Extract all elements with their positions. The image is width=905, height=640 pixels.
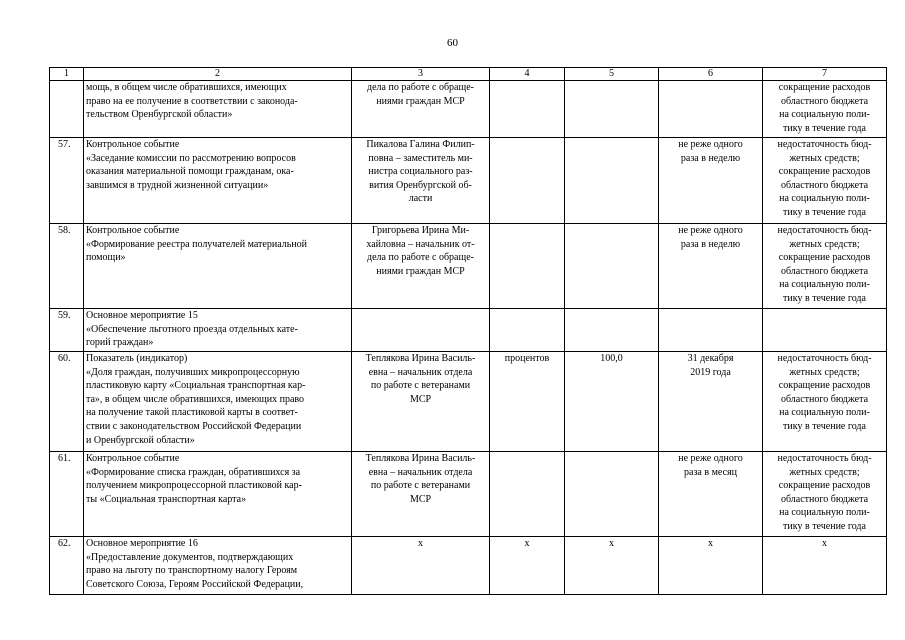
risk-cell-line: областного бюджета (780, 95, 869, 107)
event-description-cell-line: Показатель (индикатор) (86, 353, 188, 364)
responsible-cell-line: Григорьева Ирина Ми- (371, 225, 470, 236)
unit-cell (490, 138, 565, 224)
event-description-cell-line: Контрольное событие (86, 453, 180, 464)
deadline-cell (659, 537, 763, 595)
responsible-cell-line: хайловна – начальник от- (366, 238, 475, 250)
risk-cell-line: жетных средств; (789, 466, 860, 478)
risk-cell-line: недостаточность бюд- (777, 453, 872, 464)
risk-cell (763, 224, 887, 309)
event-description-cell-line: Основное мероприятие 16 (86, 538, 198, 549)
deadline-cell-line: х (708, 538, 713, 549)
risk-cell-line: на социальную поли- (779, 507, 870, 519)
event-description-cell-line: та», в общем числе обратившихся, имеющих право (86, 393, 305, 405)
deadline-cell-line: раза в неделю (680, 152, 741, 164)
header-cell-2: 2 (84, 68, 352, 81)
risk-cell (763, 452, 887, 537)
responsible-cell (352, 224, 490, 309)
unit-cell: х (490, 537, 565, 595)
header-cell-7: 7 (763, 68, 887, 81)
responsible-cell-line: дела по работе с обраще- (367, 252, 474, 264)
row-number-cell: 58. (50, 224, 84, 309)
table-row (50, 452, 887, 537)
risk-cell-line: недостаточность бюд- (777, 353, 872, 364)
responsible-cell-line: МСР (409, 493, 432, 505)
value-cell (565, 81, 659, 138)
risk-cell-line: сокращение расходов (778, 380, 871, 392)
event-description-cell-line: пластиковую карту «Социальная транспортная кар- (86, 380, 306, 392)
event-description-cell (84, 138, 352, 224)
row-number-cell: 61. (50, 452, 84, 537)
deadline-cell (659, 309, 763, 352)
risk-cell-line: жетных средств; (789, 366, 860, 378)
risk-cell-line: областного бюджета (780, 393, 869, 405)
risk-cell-line: жетных средств; (789, 152, 860, 164)
row-number-cell: 59. (50, 309, 84, 352)
responsible-cell (352, 81, 490, 138)
responsible-cell-line: повна – заместитель ми- (368, 152, 473, 164)
risk-cell-line: тику в течение года (783, 122, 866, 134)
risk-cell-line: недостаточность бюд- (777, 139, 872, 150)
event-description-cell (84, 81, 352, 138)
risk-cell-line: сокращение расходов (778, 480, 871, 492)
event-description-cell-line: «Предоставление документов, подтверждающих (86, 551, 294, 563)
deadline-cell (659, 452, 763, 537)
value-cell (565, 452, 659, 537)
event-description-cell (84, 224, 352, 309)
deadline-cell (659, 138, 763, 224)
unit-cell (490, 309, 565, 352)
value-cell: х (565, 537, 659, 595)
event-description-cell-line: горий граждан» (86, 337, 154, 349)
deadline-cell (659, 81, 763, 138)
unit-cell (490, 224, 565, 309)
table-row (50, 309, 887, 352)
event-description-cell-line: мощь, в общем числе обратившихся, имеющих (86, 82, 287, 93)
risk-cell-line: областного бюджета (780, 493, 869, 505)
event-description-cell-line: Советского Союза, Героям Российской Федерации, (86, 578, 304, 590)
responsible-cell-line: вития Оренбургской об- (369, 179, 472, 191)
responsible-cell (352, 452, 490, 537)
responsible-cell-line: ласти (408, 193, 433, 205)
event-description-cell-line: Контрольное событие (86, 139, 180, 150)
event-description-cell-line: ствии с законодательством Российской Федерации (86, 420, 302, 432)
responsible-cell-line: Теплякова Ирина Василь- (365, 453, 476, 464)
risk-cell-line: сокращение расходов (778, 82, 871, 93)
event-description-cell-line: Контрольное событие (86, 225, 180, 236)
unit-cell: процентов (490, 352, 565, 452)
deadline-cell-line: не реже одного (678, 453, 743, 464)
event-description-cell-line: «Формирование списка граждан, обратившихся за (86, 466, 301, 478)
event-description-cell-line: помощи» (86, 252, 126, 264)
value-cell (565, 309, 659, 352)
risk-cell (763, 81, 887, 138)
event-description-cell (84, 537, 352, 595)
row-number-cell: 62. (50, 537, 84, 595)
responsible-cell-line: дела по работе с обраще- (367, 82, 474, 93)
deadline-cell-line: раза в неделю (680, 238, 741, 250)
risk-cell-line: недостаточность бюд- (777, 225, 872, 236)
header-cell-4: 4 (490, 68, 565, 81)
header-cell-3: 3 (352, 68, 490, 81)
risk-cell-line: тику в течение года (783, 292, 866, 304)
responsible-cell (352, 352, 490, 452)
event-description-cell-line: «Обеспечение льготного проезда отдельных кате- (86, 323, 298, 335)
responsible-cell (352, 309, 490, 352)
risk-cell-line: х (822, 538, 827, 549)
value-cell (565, 138, 659, 224)
risk-cell (763, 352, 887, 452)
event-description-cell-line: ты «Социальная транспортная карта» (86, 493, 247, 505)
event-description-cell-line: и Оренбургской области» (86, 434, 195, 446)
header-cell-1: 1 (50, 68, 84, 81)
table-row (50, 537, 887, 595)
table-row (50, 352, 887, 452)
risk-cell-line: жетных средств; (789, 238, 860, 250)
event-description-cell-line: оказания материальной помощи гражданам, ока- (86, 166, 294, 178)
row-number-cell: 60. (50, 352, 84, 452)
deadline-cell (659, 352, 763, 452)
plan-table (49, 67, 887, 595)
event-description-cell-line: «Формирование реестра получателей материальной (86, 238, 307, 250)
risk-cell (763, 309, 887, 352)
risk-cell (763, 537, 887, 595)
risk-cell-line: на социальную поли- (779, 109, 870, 121)
responsible-cell-line: Пикалова Галина Филип- (366, 139, 475, 150)
event-description-cell-line: право на ее получение в соответствии с законода- (86, 95, 298, 107)
event-description-cell-line: Основное мероприятие 15 (86, 310, 198, 321)
unit-cell (490, 81, 565, 138)
value-cell (565, 224, 659, 309)
responsible-cell-line: х (418, 538, 423, 549)
deadline-cell-line: 31 декабря (687, 353, 734, 364)
header-row (50, 68, 887, 81)
event-description-cell-line: завшимся в трудной жизненной ситуации» (86, 179, 269, 191)
event-description-cell (84, 452, 352, 537)
event-description-cell-line: тельством Оренбургской области» (86, 109, 233, 121)
responsible-cell (352, 138, 490, 224)
deadline-cell-line: не реже одного (678, 225, 743, 236)
risk-cell-line: тику в течение года (783, 420, 866, 432)
deadline-cell (659, 224, 763, 309)
responsible-cell-line: Теплякова Ирина Василь- (365, 353, 476, 364)
responsible-cell-line: МСР (409, 393, 432, 405)
table-row (50, 81, 887, 138)
risk-cell-line: сокращение расходов (778, 166, 871, 178)
event-description-cell-line: право на льготу по транспортному налогу Героям (86, 565, 298, 577)
event-description-cell (84, 352, 352, 452)
page-number: 60 (447, 37, 458, 49)
risk-cell-line: областного бюджета (780, 265, 869, 277)
unit-cell (490, 452, 565, 537)
event-description-cell-line: на получение такой пластиковой карты в соответ- (86, 407, 298, 419)
event-description-cell-line: «Заседание комиссии по рассмотрению вопросов (86, 152, 296, 164)
responsible-cell-line: по работе с ветеранами (370, 480, 471, 492)
value-cell: 100,0 (565, 352, 659, 452)
risk-cell-line: сокращение расходов (778, 252, 871, 264)
risk-cell-line: на социальную поли- (779, 279, 870, 291)
responsible-cell-line: евна – начальник отдела (368, 366, 473, 378)
responsible-cell-line: по работе с ветеранами (370, 380, 471, 392)
header-cell-6: 6 (659, 68, 763, 81)
row-number-cell: 57. (50, 138, 84, 224)
event-description-cell-line: «Доля граждан, получивших микропроцессорную (86, 366, 300, 378)
responsible-cell-line: евна – начальник отдела (368, 466, 473, 478)
event-description-cell-line: получением микропроцессорной пластиковой кар- (86, 480, 302, 492)
event-description-cell (84, 309, 352, 352)
deadline-cell-line: 2019 года (690, 366, 731, 378)
table-row (50, 138, 887, 224)
risk-cell-line: на социальную поли- (779, 407, 870, 419)
deadline-cell-line: не реже одного (678, 139, 743, 150)
risk-cell (763, 138, 887, 224)
responsible-cell-line: ниями граждан МСР (376, 265, 465, 277)
responsible-cell (352, 537, 490, 595)
deadline-cell-line: раза в месяц (684, 466, 737, 478)
table-row (50, 224, 887, 309)
responsible-cell-line: нистра социального раз- (368, 166, 473, 178)
risk-cell-line: тику в течение года (783, 520, 866, 532)
risk-cell-line: тику в течение года (783, 206, 866, 218)
risk-cell-line: областного бюджета (780, 179, 869, 191)
row-number-cell (50, 81, 84, 138)
responsible-cell-line: ниями граждан МСР (376, 95, 465, 107)
risk-cell-line: на социальную поли- (779, 193, 870, 205)
header-cell-5: 5 (565, 68, 659, 81)
